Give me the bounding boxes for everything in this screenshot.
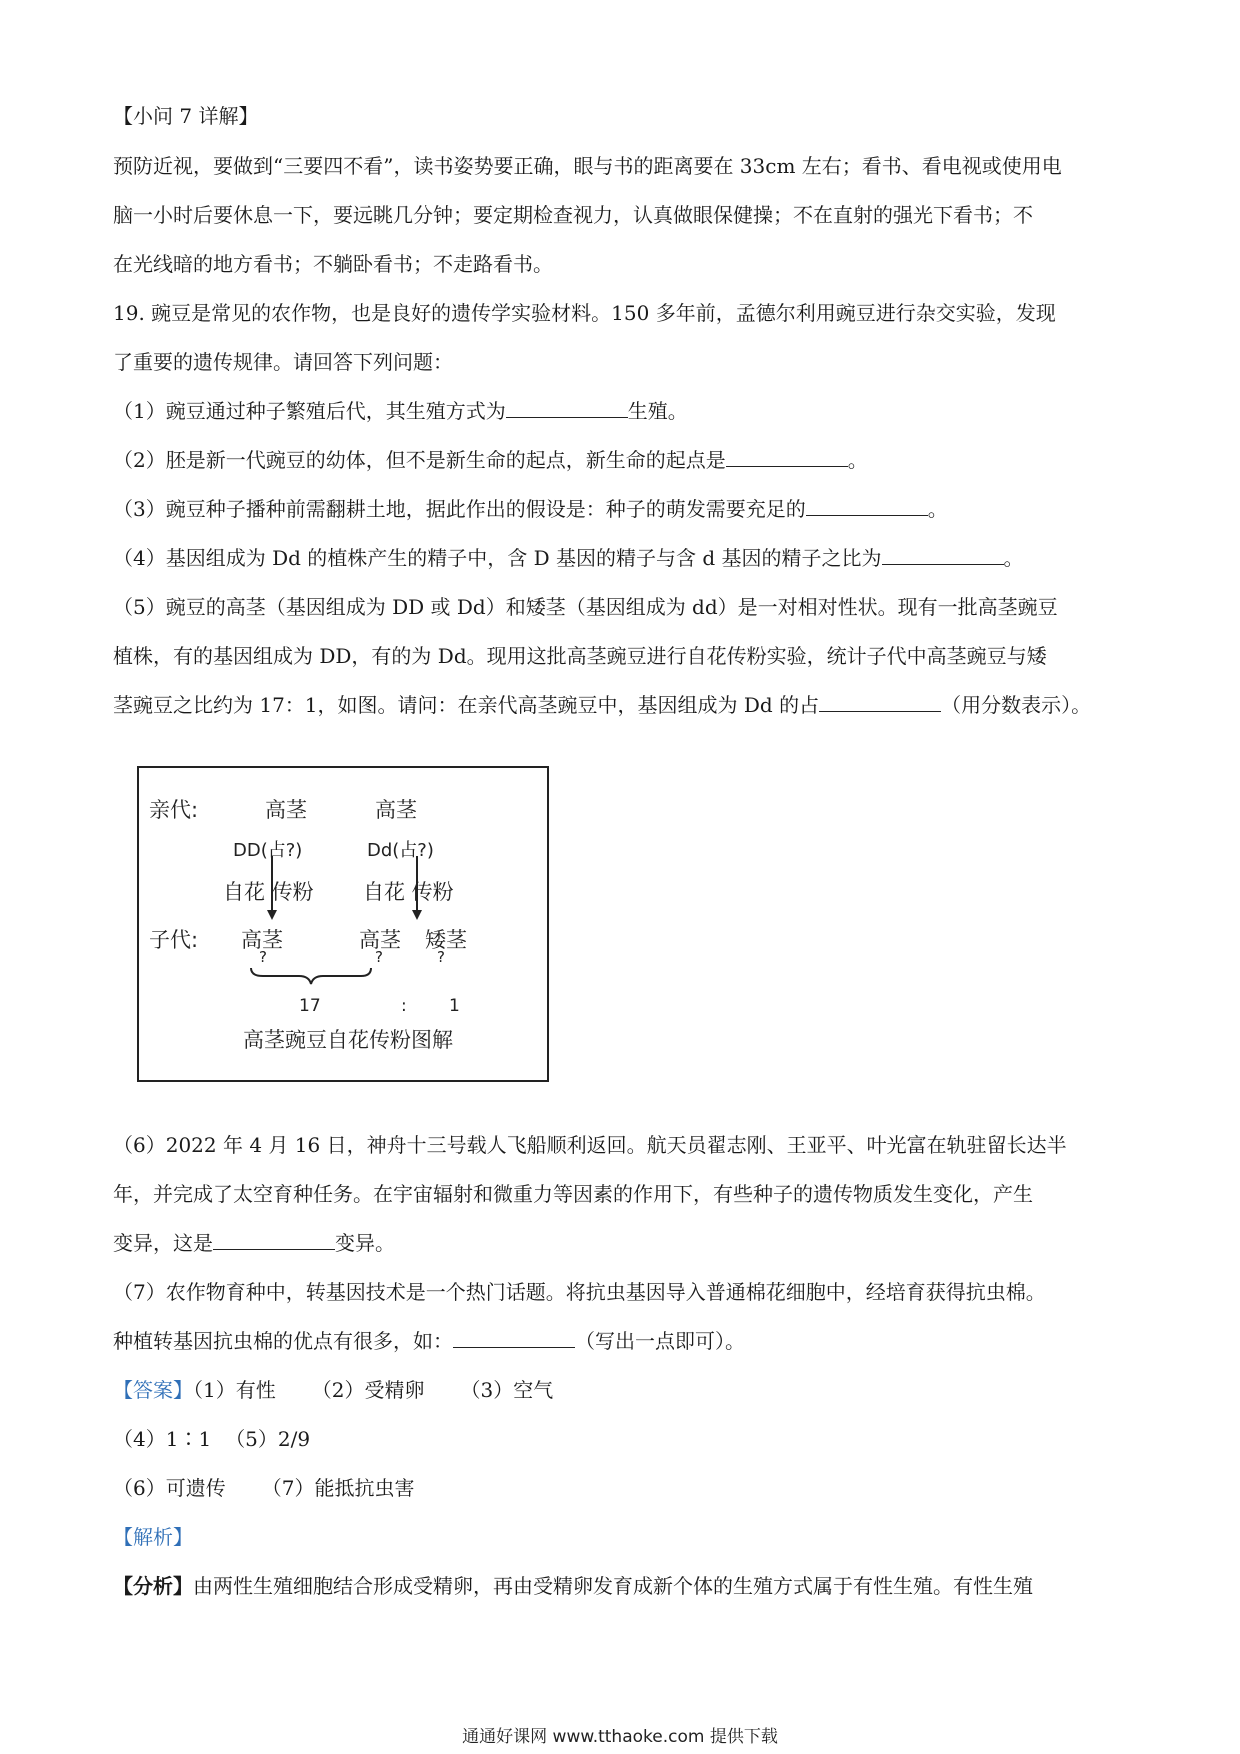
answer-blank xyxy=(806,497,928,516)
unknown-3: ? xyxy=(437,948,445,966)
sub-question-5-line-2: 植株，有的基因组成为 DD，有的为 Dd。现用这批高茎豌豆进行自花传粉实验，统计子代中高茎豌豆与矮 xyxy=(113,644,1047,668)
answer-blank xyxy=(453,1329,575,1348)
child-tall-1: 高茎 xyxy=(241,928,283,952)
answer-blank xyxy=(506,399,628,418)
arrow-right-head xyxy=(412,910,422,920)
child-short: 矮茎 xyxy=(425,928,467,952)
unknown-1: ? xyxy=(259,948,267,966)
dd-share: DD(占?) xyxy=(233,840,303,861)
explain-line-2: 脑一小时后要休息一下，要远眺几分钟；要定期检查视力，认真做眼保健操；不在直射的强光下看书；不 xyxy=(113,203,1033,227)
child-tall-2: 高茎 xyxy=(359,928,401,952)
figure-caption: 高茎豌豆自花传粉图解 xyxy=(243,1028,453,1052)
sub-question-2: （2）胚是新一代豌豆的幼体，但不是新生命的起点，新生命的起点是 。 xyxy=(113,448,868,472)
answer-line-1: 【答案】（1）有性 （2）受精卵 （3）空气 xyxy=(113,1378,554,1402)
sub-question-5-line-3: 茎豌豆之比约为 17：1，如图。请问：在亲代高茎豌豆中，基因组成为 Dd 的占 （用分数表示）。 xyxy=(113,693,1092,717)
sub-question-1: （1）豌豆通过种子繁殖后代，其生殖方式为 生殖。 xyxy=(113,399,688,423)
child-label: 子代: xyxy=(149,928,199,952)
page-footer: 通通好课网 www.tthaoke.com 提供下载 xyxy=(462,1727,778,1747)
parent-tall-1: 高茎 xyxy=(265,798,307,822)
sub-question-6-line-2: 年，并完成了太空育种任务。在宇宙辐射和微重力等因素的作用下，有些种子的遗传物质发生变化，产生 xyxy=(113,1182,1033,1206)
sub-question-7-line-1: （7）农作物育种中，转基因技术是一个热门话题。将抗虫基因导入普通棉花细胞中，经培育获得抗虫棉。 xyxy=(113,1280,1046,1304)
ratio-colon: : xyxy=(401,996,407,1016)
self-pollination-2: 自花 传粉 xyxy=(363,880,454,904)
arrow-left-head xyxy=(267,910,277,920)
sub-question-5-line-1: （5）豌豆的高茎（基因组成为 DD 或 Dd）和矮茎（基因组成为 dd）是一对相对性状。现有一批高茎豌豆 xyxy=(113,595,1058,619)
sub-question-6-line-1: （6）2022 年 4 月 16 日，神舟十三号载人飞船顺利返回。航天员翟志刚、王亚平、叶光富在轨驻留长达半 xyxy=(113,1133,1067,1157)
ratio-right: 1 xyxy=(449,996,460,1016)
question-19-intro-1: 19. 豌豆是常见的农作物，也是良好的遗传学实验材料。150 多年前，孟德尔利用豌豆进行杂交实验，发现 xyxy=(113,301,1056,325)
section-heading: 【小问 7 详解】 xyxy=(113,104,259,128)
question-19-intro-2: 了重要的遗传规律。请回答下列问题： xyxy=(113,350,453,374)
dd2-share: Dd(占?) xyxy=(367,840,434,861)
explain-line-1: 预防近视，要做到“三要四不看”，读书姿势要正确，眼与书的距离要在 33cm 左右；看书、看电视或使用电 xyxy=(113,154,1062,178)
answer-label: 【答案】 xyxy=(113,1378,193,1402)
ratio-left: 17 xyxy=(299,996,321,1016)
pollination-diagram xyxy=(137,766,549,1082)
sub-question-7-line-2: 种植转基因抗虫棉的优点有很多，如： （写出一点即可）。 xyxy=(113,1329,745,1353)
answer-line-2: （4）1∶1 （5）2/9 xyxy=(113,1427,311,1451)
answer-blank xyxy=(882,546,1004,565)
answer-blank xyxy=(726,448,848,467)
answer-blank xyxy=(213,1231,335,1250)
analysis-line: 【分析】由两性生殖细胞结合形成受精卵，再由受精卵发育成新个体的生殖方式属于有性生殖。有性生殖 xyxy=(113,1574,1033,1598)
answer-blank xyxy=(819,693,941,712)
explain-line-3: 在光线暗的地方看书；不躺卧看书；不走路看书。 xyxy=(113,252,553,276)
analysis-label: 【解析】 xyxy=(113,1525,193,1549)
sub-question-3: （3）豌豆种子播种前需翻耕土地，据此作出的假设是：种子的萌发需要充足的 。 xyxy=(113,497,948,521)
self-pollination-1: 自花 传粉 xyxy=(223,880,314,904)
unknown-2: ? xyxy=(375,948,383,966)
sub-question-6-line-3: 变异，这是 变异。 xyxy=(113,1231,395,1255)
sub-question-4: （4）基因组成为 Dd 的植株产生的精子中，含 D 基因的精子与含 d 基因的精子之比为 。 xyxy=(113,546,1024,570)
brace xyxy=(251,968,371,984)
parent-tall-2: 高茎 xyxy=(375,798,417,822)
answer-line-3: （6）可遗传 （7）能抵抗虫害 xyxy=(113,1476,415,1500)
parent-label: 亲代: xyxy=(149,798,199,822)
